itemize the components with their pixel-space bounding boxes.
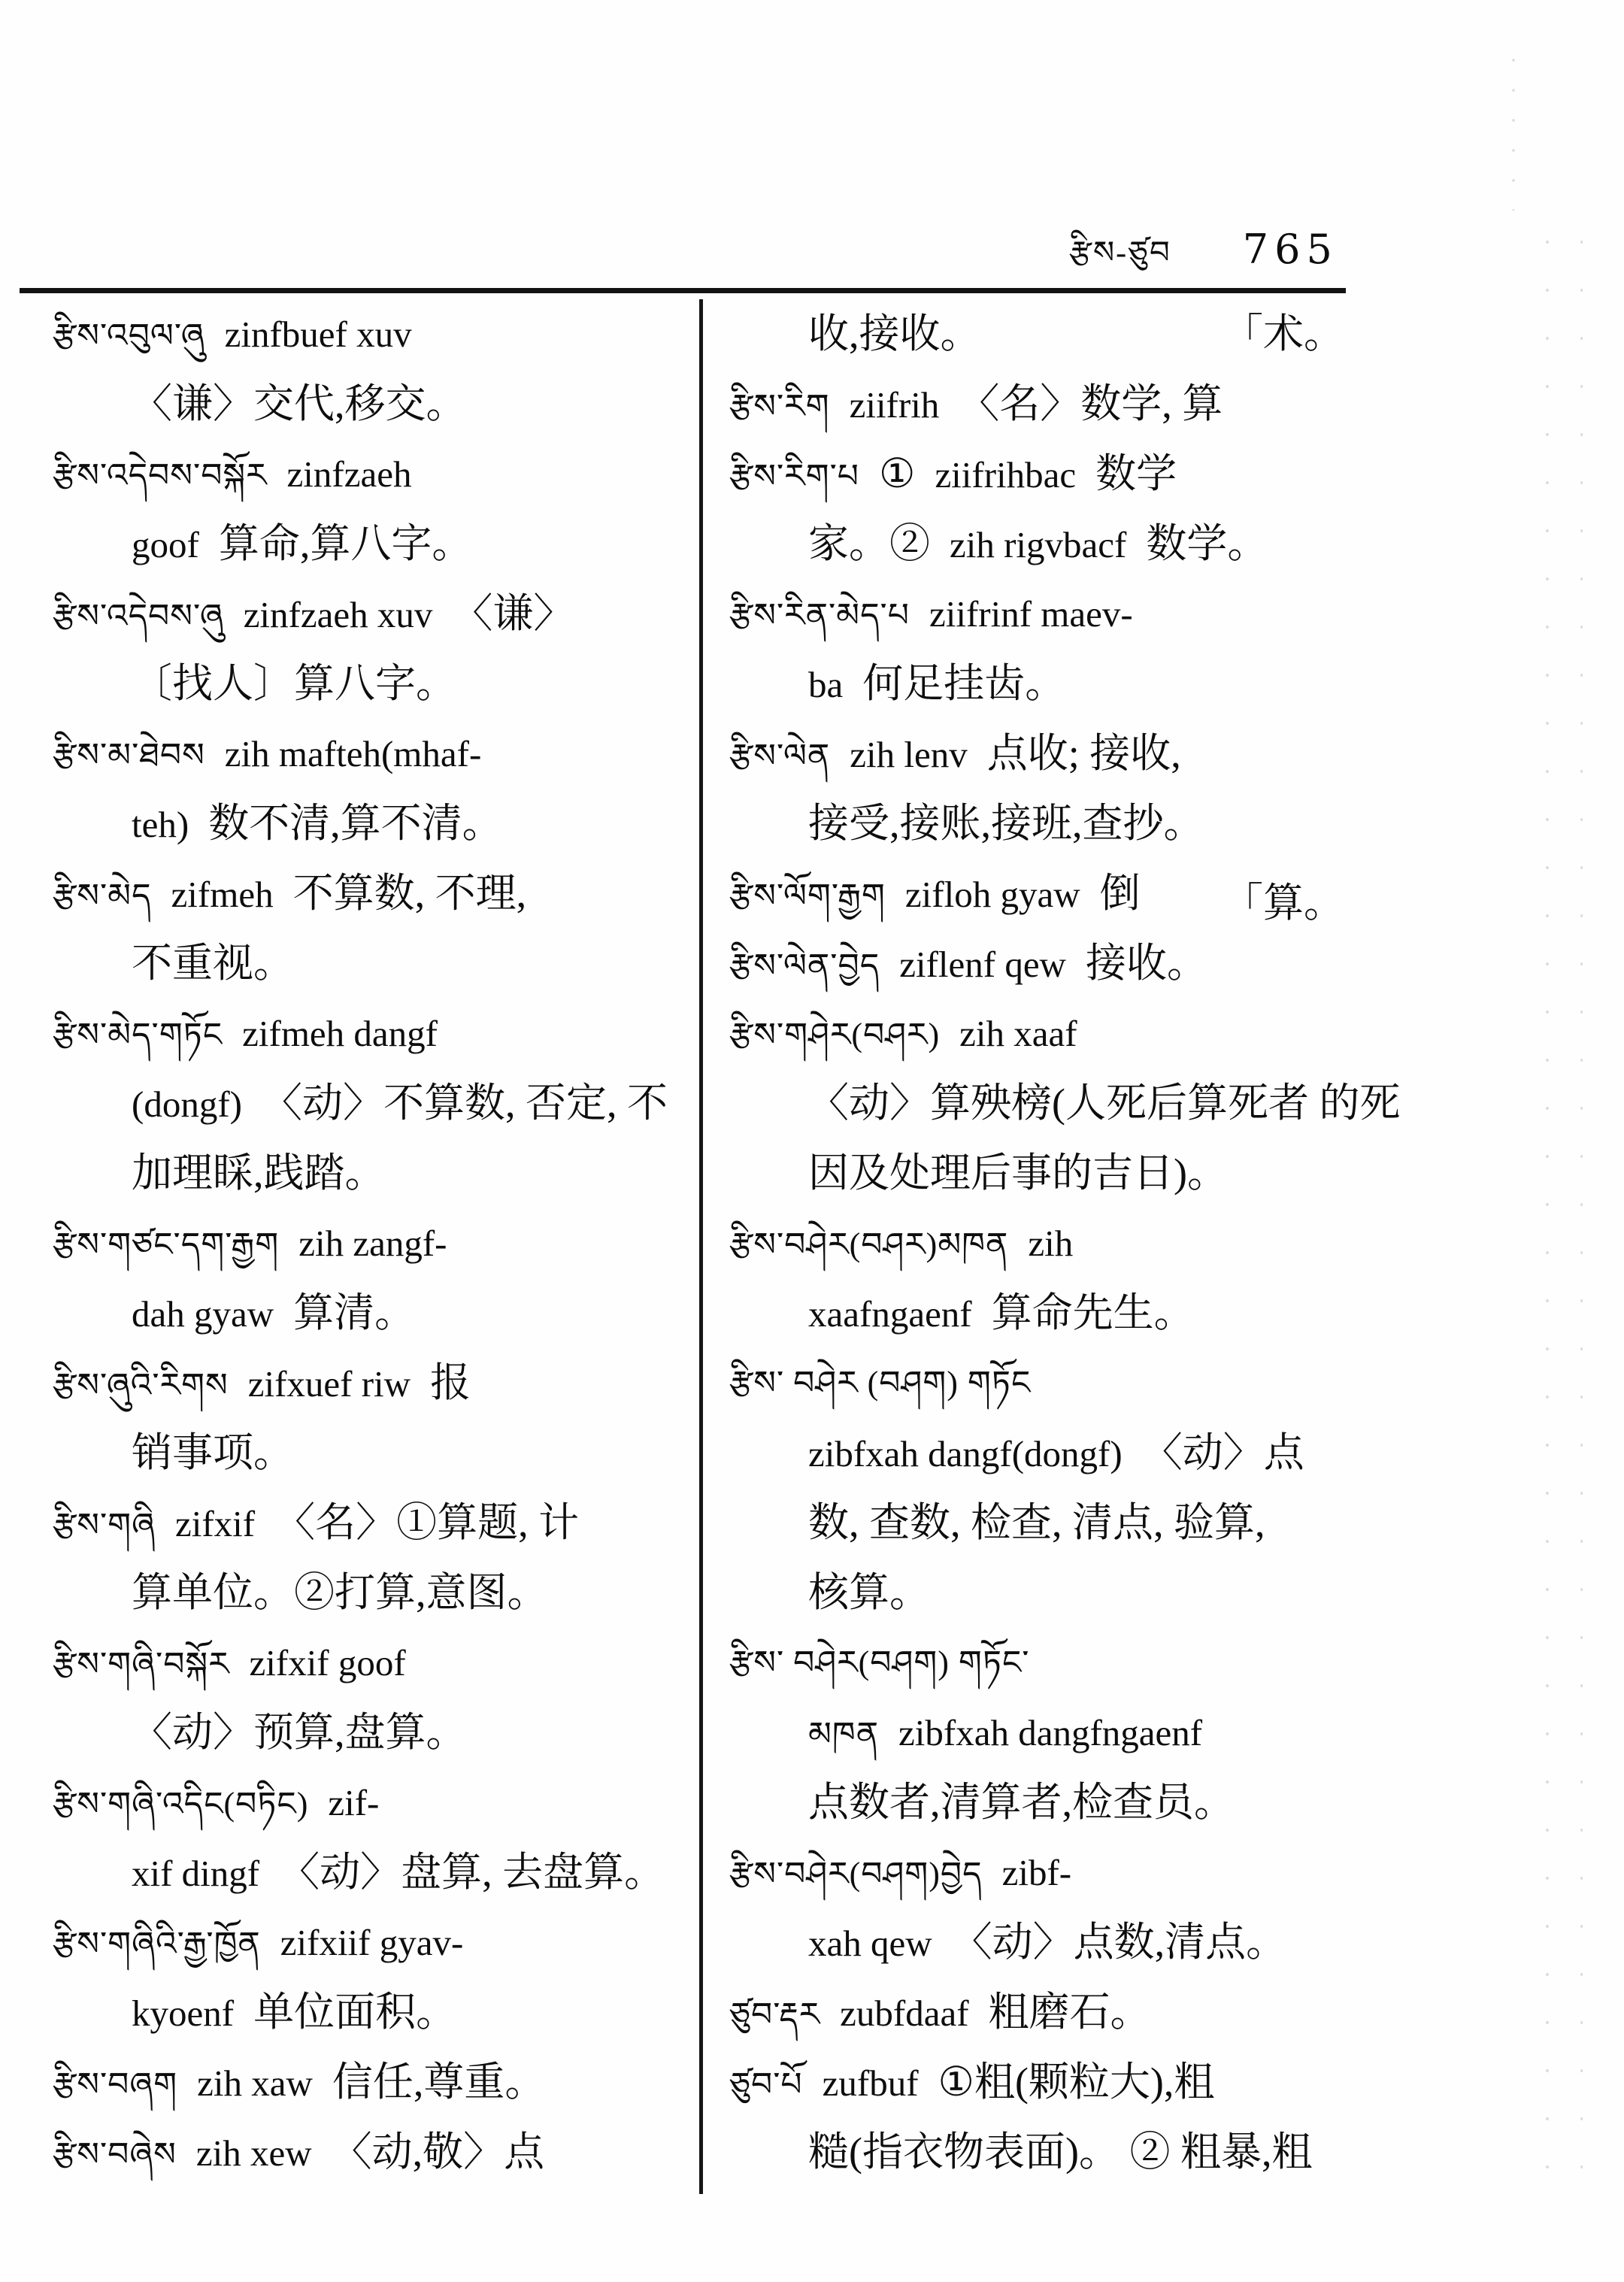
dictionary-entry — [729, 369, 1347, 439]
romanization: ziflenf qew — [899, 944, 1066, 985]
romanization: ziifrihbac — [935, 454, 1077, 495]
romanization: xaafngaenf — [808, 1293, 972, 1335]
tibetan-headword: རྩིས་བཞག — [53, 2066, 178, 2103]
entry-line — [53, 1138, 690, 1208]
chinese-definition: 接受,接账,接班,查抄。 — [808, 801, 1204, 846]
entry-line — [53, 1628, 690, 1698]
chinese-definition: 〈名〉①算题, 计 — [274, 1500, 580, 1545]
romanization: zih zangf- — [298, 1223, 447, 1264]
chinese-definition: 不算数, 不理, — [292, 871, 527, 916]
tibetan-headword: རྩིས་བཤེར(བཤག)བྱེད — [729, 1856, 983, 1893]
entry-line — [729, 1558, 1347, 1628]
entry-line — [729, 1488, 1347, 1558]
entry-line — [53, 1977, 690, 2047]
chinese-definition: 糙(指衣物表面)。 ② 粗暴,粗 — [808, 2129, 1313, 2174]
entry-line — [729, 579, 1347, 649]
dictionary-entry — [53, 1208, 690, 1348]
entry-line — [53, 1768, 690, 1838]
entry-line — [53, 439, 690, 509]
romanization: zubfdaaf — [840, 1993, 969, 2034]
entry-line — [53, 1908, 690, 1977]
romanization: xah qew — [808, 1923, 932, 1964]
chinese-definition: 〈动〉点 — [1141, 1430, 1304, 1475]
dictionary-entry — [729, 1348, 1347, 1628]
header-rule — [20, 288, 1346, 293]
chinese-definition: 信任,尊重。 — [332, 2059, 546, 2105]
entry-line — [53, 789, 690, 859]
tibetan-headword: རྩིས་ཞུའི་རིགས — [53, 1367, 229, 1404]
romanization: zifxif goof — [249, 1642, 406, 1683]
romanization: zifmeh dangf — [242, 1013, 438, 1054]
chinese-definition: 〈动〉不算数, 否定, 不 — [261, 1080, 668, 1126]
entry-line — [53, 1418, 690, 1488]
chinese-definition: 核算。 — [808, 1570, 930, 1615]
romanization: zih — [1028, 1223, 1074, 1264]
tibetan-headword: རྩིས་གཞི་བསྐོར — [53, 1646, 230, 1683]
chinese-definition: 粗磨石。 — [988, 1990, 1151, 2035]
tibetan-headword: རྩིས་གཞི་འདིང(བཏིང) — [53, 1786, 309, 1823]
entry-line — [53, 2047, 690, 2117]
chinese-definition: ① — [879, 451, 916, 496]
romanization: zibfxah dangf(dongf) — [808, 1433, 1123, 1474]
chinese-definition: 报 — [430, 1360, 471, 1405]
dictionary-entry — [729, 1838, 1347, 1977]
entry-line — [729, 1278, 1347, 1348]
entry-line — [729, 929, 1347, 999]
chinese-definition: 〈名〉数学, 算 — [959, 381, 1223, 426]
chinese-definition: ①粗(颗粒大),粗 — [938, 2059, 1215, 2105]
chinese-definition: 销事项。 — [132, 1430, 294, 1475]
romanization: dah gyaw — [132, 1293, 274, 1335]
entry-line — [53, 579, 690, 649]
romanization: teh) — [132, 804, 189, 845]
entry-line — [729, 299, 1347, 369]
dictionary-entry — [53, 1348, 690, 1488]
entry-line — [729, 1628, 1347, 1698]
chinese-definition: 接收。 — [1085, 941, 1207, 986]
entry-line — [53, 1068, 690, 1138]
tibetan-headword: རྩིས་མེད་གཏོང — [53, 1017, 223, 1053]
tibetan-headword: རྩིས་གཞི — [53, 1507, 156, 1544]
tibetan-headword: མཁན — [808, 1716, 880, 1753]
dictionary-entry — [53, 579, 690, 719]
scan-noise-top — [1504, 45, 1526, 211]
romanization: zibf- — [1001, 1852, 1072, 1893]
entry-line — [729, 1418, 1347, 1488]
romanization: zih mafteh(mhaf- — [224, 733, 482, 774]
dictionary-entry — [729, 1977, 1347, 2047]
dictionary-entry — [53, 999, 690, 1208]
tibetan-headword: རྩིས་རིན་མེད་པ — [729, 597, 910, 634]
entry-line — [729, 1068, 1401, 1138]
dictionary-entry — [53, 299, 690, 439]
chinese-definition: 数, 查数, 检查, 清点, 验算, — [808, 1500, 1265, 1545]
entry-line — [53, 2117, 690, 2187]
entry-line — [53, 369, 690, 439]
dictionary-entry — [53, 1908, 690, 2047]
entry-line — [729, 509, 1347, 579]
right-column — [729, 299, 1401, 2187]
entry-line — [53, 1488, 690, 1558]
entry-line — [729, 999, 1347, 1068]
left-column — [53, 299, 690, 2187]
tibetan-headword: རྩིས་ལེན་བྱེད — [729, 947, 880, 984]
dictionary-entry — [729, 299, 1347, 369]
chinese-definition: 〈谦〉 — [452, 591, 574, 636]
chinese-definition: 何足挂齿。 — [862, 661, 1066, 706]
entry-line — [729, 1138, 1347, 1208]
dictionary-entry — [53, 2047, 690, 2117]
dictionary-entry — [53, 1488, 690, 1628]
chinese-definition: 收,接收。 — [808, 311, 981, 356]
dictionary-entry — [729, 1628, 1347, 1838]
tibetan-headword: རྩིས་གཤེར(བཤར) — [729, 1017, 941, 1053]
entry-line — [729, 1838, 1347, 1908]
romanization: zinfbuef xuv — [224, 314, 412, 355]
column-divider — [699, 299, 703, 2194]
tibetan-headword: རྩིས་ལེན — [729, 738, 831, 774]
tibetan-headword: རྩིས་མ་ཐེབས — [53, 737, 205, 774]
chinese-definition: 算单位。②打算,意图。 — [132, 1570, 548, 1615]
romanization: zifxuef riw — [247, 1363, 411, 1405]
romanization: zif- — [328, 1782, 380, 1823]
romanization: zih lenv — [850, 734, 968, 775]
chinese-definition: 加理睬,践踏。 — [132, 1150, 386, 1196]
romanization: zifloh gyaw — [904, 874, 1080, 915]
tibetan-headword: རྩིས་ལོག་རྒྱག — [729, 877, 886, 914]
tibetan-headword: རྩིས་འདེབས་བསྐོར — [53, 457, 268, 494]
dictionary-entry — [729, 1208, 1347, 1348]
entry-line — [53, 929, 690, 999]
entry-line — [729, 369, 1347, 439]
romanization: xif dingf — [132, 1853, 260, 1894]
dictionary-entry — [53, 439, 690, 579]
romanization: zinfzaeh — [286, 453, 412, 495]
tibetan-headword: རྩིས་འབུལ་ཞུ — [53, 317, 205, 354]
chinese-definition: 数学 — [1095, 451, 1177, 496]
romanization: ziifrih — [849, 384, 940, 426]
tibetan-headword: ཙུབ་རྡར — [729, 1996, 821, 2033]
romanization: zifmeh — [171, 874, 274, 915]
entry-line — [729, 1908, 1347, 1977]
entry-line — [729, 649, 1347, 719]
tibetan-headword: རྩིས་མེད — [53, 877, 152, 914]
entry-line — [729, 1768, 1347, 1838]
romanization: (dongf) — [132, 1083, 242, 1125]
runover-text: 「术。 — [1223, 311, 1344, 356]
dictionary-entry — [729, 2047, 1347, 2187]
romanization: kyoenf — [132, 1993, 235, 2034]
entry-line — [53, 999, 690, 1068]
entry-line — [53, 509, 690, 579]
tibetan-headword: རྩིས་འདེབས་ཞུ — [53, 598, 224, 635]
romanization: zih xaaf — [959, 1013, 1077, 1054]
tibetan-headword: རྩིས་རིག་པ — [729, 458, 860, 495]
dictionary-entry — [729, 999, 1401, 1208]
entry-line — [53, 1558, 690, 1628]
tibetan-headword: ཙུབ་པོ — [729, 2066, 803, 2103]
entry-line — [53, 859, 690, 929]
romanization: zifxif — [174, 1503, 256, 1544]
chinese-definition: 点收; 接收, — [986, 731, 1181, 776]
entry-line — [729, 1348, 1347, 1418]
chinese-definition: 〈动〉点数,清点。 — [951, 1920, 1287, 1965]
chinese-definition: 〈动〉算殃榜(人死后算死者 的死 — [808, 1080, 1401, 1126]
runover-text: 「算。 — [1223, 880, 1344, 926]
romanization: zih xew — [195, 2132, 312, 2174]
page-number: 765 — [1242, 226, 1338, 273]
chinese-definition: 〈动,敬〉点 — [331, 2129, 545, 2174]
dictionary-entry — [729, 439, 1347, 579]
chinese-definition: 因及处理后事的吉日)。 — [808, 1150, 1228, 1196]
entry-line — [53, 1698, 690, 1768]
entry-line — [729, 1977, 1347, 2047]
tibetan-headword: རྩིས་བཞེས — [53, 2136, 177, 2173]
entry-line — [53, 649, 690, 719]
chinese-definition: 〈谦〉交代,移交。 — [132, 381, 467, 426]
chinese-definition: 〈动〉预算,盘算。 — [132, 1710, 467, 1755]
romanization: zifxiif gyav- — [280, 1922, 464, 1963]
tibetan-headword: རྩིས་ བཤེར(བཤག) གཏོང་ — [729, 1644, 1030, 1681]
tibetan-headword: རྩིས་གཙང་དག་རྒྱག — [53, 1226, 280, 1263]
dictionary-entry — [53, 1768, 690, 1908]
tibetan-headword: རྩིས་ བཤེར (བཤག) གཏོང — [729, 1365, 1032, 1402]
chinese-definition: 数学。 — [1146, 521, 1268, 566]
romanization: zufbuf — [822, 2062, 919, 2104]
chinese-definition: 倒 — [1099, 871, 1141, 916]
romanization: goof — [132, 524, 199, 565]
dictionary-entry — [53, 719, 690, 859]
chinese-definition: 算命先生。 — [991, 1290, 1195, 1335]
chinese-definition: 〔找人〕算八字。 — [132, 661, 456, 706]
dictionary-entry — [53, 1628, 690, 1768]
scan-noise — [1530, 218, 1583, 2211]
romanization: zinfzaeh xuv — [243, 594, 433, 635]
entry-line — [53, 299, 690, 369]
chinese-definition: 单位面积。 — [253, 1990, 457, 2035]
chinese-definition: 点数者,清算者,检查员。 — [808, 1780, 1235, 1825]
romanization: ziifrinf maev- — [929, 593, 1133, 635]
entry-line — [729, 439, 1347, 509]
entry-line — [729, 2117, 1347, 2187]
dictionary-entry — [729, 579, 1347, 719]
chinese-definition: 算命,算八字。 — [218, 521, 473, 566]
romanization: zih rigvbacf — [950, 524, 1127, 565]
chinese-definition: 数不清,算不清。 — [208, 801, 503, 846]
entry-line — [53, 1838, 690, 1908]
tibetan-headword: རྩིས་གཞིའི་རྒྱ་ཁྱོན — [53, 1926, 261, 1962]
entry-line — [729, 2047, 1347, 2117]
chinese-definition: 算清。 — [293, 1290, 416, 1335]
entry-line — [53, 719, 690, 789]
dictionary-entry — [53, 859, 690, 999]
tibetan-headword: རྩིས་རིག — [729, 388, 830, 425]
entry-line — [53, 1278, 690, 1348]
guide-words: རྩིས-ཙུབ — [1069, 236, 1171, 271]
dictionary-entry — [53, 2117, 690, 2187]
tibetan-headword: རྩིས་བཤེར(བཤར)མཁན — [729, 1226, 1009, 1263]
dictionary-entry — [729, 929, 1347, 999]
chinese-definition: 〈动〉盘算, 去盘算。 — [279, 1850, 665, 1895]
romanization: zibfxah dangfngaenf — [898, 1712, 1203, 1753]
entry-line — [729, 1208, 1347, 1278]
entry-line — [729, 1698, 1347, 1768]
romanization: zih xaw — [197, 2062, 313, 2104]
entry-line — [729, 719, 1347, 789]
romanization: ba — [808, 664, 844, 705]
chinese-definition: 不重视。 — [132, 941, 294, 986]
entry-line — [53, 1348, 690, 1418]
entry-line — [53, 1208, 690, 1278]
chinese-definition: 家。② — [808, 521, 930, 566]
